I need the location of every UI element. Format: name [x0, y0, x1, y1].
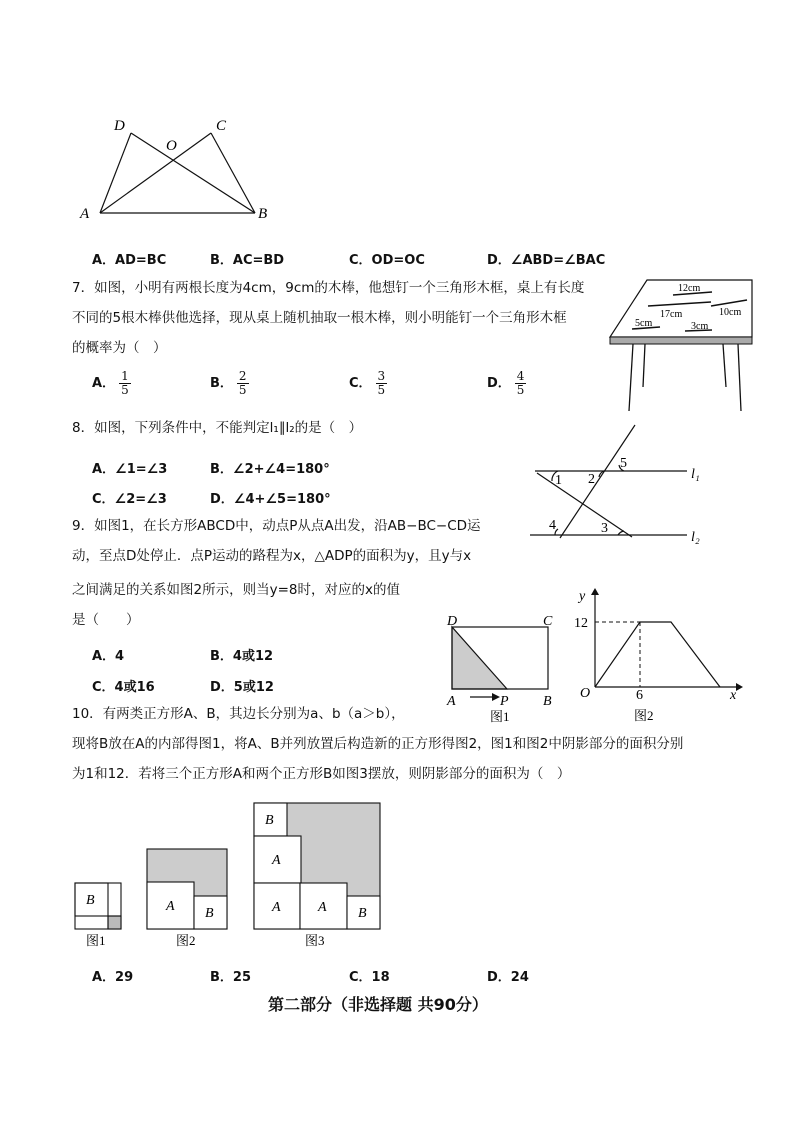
stick-10cm: 10cm [719, 307, 742, 318]
fig2-caption: 图2 [634, 708, 654, 723]
fig2-square-B: B [205, 906, 214, 921]
line-l2-label: l₂ [691, 530, 700, 545]
rect-label-P: P [500, 694, 509, 709]
ytick-12: 12 [574, 616, 588, 631]
q10-option-b[interactable]: B．25 [210, 970, 251, 985]
angle-3: 3 [601, 521, 608, 536]
q10-line2: 现将B放在A的内部得图1，将A、B并列放置后构造新的正方形得图2，图1和图2中阴影部分的面积分别 [72, 736, 684, 752]
q7-option-d[interactable]: D． $\frac{4}{5}$ [487, 369, 525, 397]
fig3-square-A-mid: A [272, 853, 281, 868]
label-C: C [216, 118, 227, 134]
fig3-square-B-top: B [265, 813, 274, 828]
origin-label: O [580, 686, 591, 701]
function-graph-q9 [570, 585, 745, 725]
q10-option-c[interactable]: C．18 [349, 970, 390, 985]
xtick-6: 6 [636, 688, 643, 703]
q9-option-d[interactable]: D．5或12 [210, 680, 274, 695]
stick-17cm: 17cm [660, 309, 683, 320]
angle-5: 5 [620, 456, 627, 471]
fig3-square-B-right: B [358, 906, 367, 921]
q10-option-a[interactable]: A．29 [92, 970, 134, 985]
rect-label-A: A [447, 694, 456, 709]
q8-option-c[interactable]: C．∠2=∠3 [92, 492, 167, 507]
fig1-square-B: B [86, 893, 95, 908]
q6-option-b[interactable]: B．AC=BD [210, 253, 285, 268]
label-A: A [80, 206, 90, 222]
q10-line1: 10．有两类正方形A、B，其边长分别为a、b（a＞b）， [72, 706, 405, 722]
q7-line2: 不同的5根木棒供他选择，现从桌上随机抽取一根木棒，则小明能钉一个三角形木框 [72, 310, 567, 326]
q9-option-c[interactable]: C．4或16 [92, 680, 155, 695]
q9-option-a[interactable]: A．4 [92, 649, 125, 664]
squares-figures-q10 [70, 798, 390, 950]
q7-line3: 的概率为（ ） [72, 340, 167, 356]
q9-option-b[interactable]: B．4或12 [210, 649, 274, 664]
line-l1-label: l₁ [691, 467, 700, 482]
q7-line1: 7．如图，小明有两根长度为4cm，9cm的木棒，他想钉一个三角形木框，桌上有长度 [72, 280, 585, 296]
rect-label-C: C [543, 614, 553, 629]
rect-label-B: B [543, 694, 552, 709]
q9-line1: 9．如图1，在长方形ABCD中，动点P从点A出发，沿AB−BC−CD运 [72, 518, 481, 534]
q6-option-c[interactable]: C．OD=OC [349, 253, 425, 268]
stick-12cm: 12cm [678, 283, 701, 294]
q10-option-d[interactable]: D．24 [487, 970, 529, 985]
q7-option-a[interactable]: A． $\frac{1}{5}$ [92, 369, 129, 397]
q6-option-d[interactable]: D．∠ABD=∠BAC [487, 253, 606, 268]
q6-option-a[interactable]: A．AD=BC [92, 253, 167, 268]
fig3-square-A-right: A [318, 900, 327, 915]
fig3-square-A-left: A [272, 900, 281, 915]
stick-3cm: 3cm [691, 321, 709, 332]
rectangle-figure-q9 [440, 608, 570, 726]
label-O: O [166, 138, 177, 154]
stick-5cm: 5cm [635, 318, 653, 329]
label-D: D [114, 118, 125, 134]
q9-line3: 之间满足的关系如图2所示，则当y=8时，对应的x的值 [72, 582, 400, 598]
q9-line4: 是（ ） [72, 612, 140, 628]
angle-1: 1 [555, 473, 562, 488]
q8-option-a[interactable]: A．∠1=∠3 [92, 462, 168, 477]
rect-label-D: D [447, 614, 458, 629]
parallel-lines-figure-q8 [525, 420, 725, 550]
axis-x-label: x [730, 688, 737, 703]
fig2-square-A: A [166, 899, 175, 914]
angle-2: 2 [588, 472, 595, 487]
table-figure-q7 [605, 275, 755, 415]
triangle-figure-q6 [70, 110, 290, 230]
q10-line3: 为1和12．若将三个正方形A和两个正方形B如图3摆放，则阴影部分的面积为（ ） [72, 766, 571, 782]
q8-text: 8．如图，下列条件中，不能判定l₁∥l₂的是（ ） [72, 420, 363, 436]
label-B: B [258, 206, 268, 222]
angle-4: 4 [549, 518, 556, 533]
q10-fig1-caption: 图1 [86, 933, 106, 948]
axis-y-label: y [579, 589, 586, 604]
q8-option-d[interactable]: D．∠4+∠5=180° [210, 492, 331, 507]
q10-fig2-caption: 图2 [176, 933, 196, 948]
q9-line2: 动，至点D处停止．点P运动的路程为x，△ADP的面积为y，且y与x [72, 548, 472, 564]
fig1-caption: 图1 [490, 709, 510, 724]
section-2-heading: 第二部分（非选择题 共90分） [268, 995, 488, 1014]
q10-fig3-caption: 图3 [305, 933, 325, 948]
q7-option-b[interactable]: B． $\frac{2}{5}$ [210, 369, 247, 397]
q7-option-c[interactable]: C． $\frac{3}{5}$ [349, 369, 386, 397]
q8-option-b[interactable]: B．∠2+∠4=180° [210, 462, 330, 477]
